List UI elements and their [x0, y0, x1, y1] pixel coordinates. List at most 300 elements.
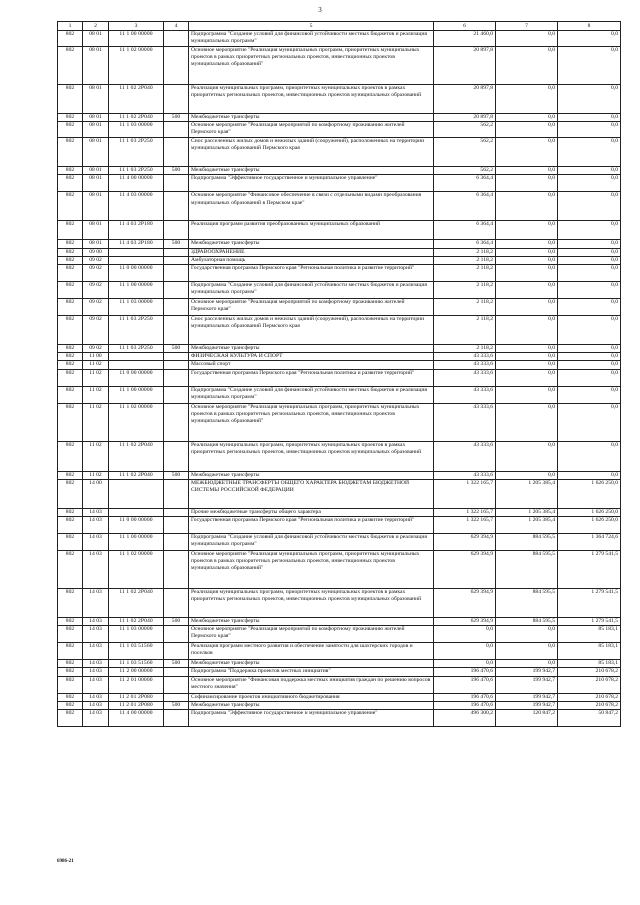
- cell-section-code: 08 01: [83, 138, 109, 167]
- cell-admin-code: 802: [58, 701, 83, 709]
- cell-description: Основное мероприятие "Финансовое обеспечение в связи с отдельными видами преобразования муниципальных образований в Пермском крае": [189, 192, 434, 221]
- cell-amount-year1: 43 333,6: [434, 386, 496, 403]
- cell-target-code: 11 1 03 2P250: [109, 345, 164, 353]
- cell-section-code: 09 02: [83, 316, 109, 345]
- cell-description: Основное мероприятие "Реализация мероприятий по комфортному проживанию жителей Пермского края": [189, 299, 434, 316]
- table-row: [58, 668, 621, 676]
- table-row: [58, 701, 621, 709]
- cell-section-code: 14 03: [83, 693, 109, 701]
- cell-section-code: 09 00: [83, 248, 109, 256]
- cell-description: Подпрограмма "Создание условий для финансовой устойчивости местных бюджетов и реализация муниципальных программ": [189, 31, 434, 47]
- table-row: [58, 710, 621, 727]
- cell-amount-year2: 0,0: [496, 256, 558, 264]
- table-row: [58, 240, 621, 248]
- cell-expense-type: [164, 534, 189, 551]
- cell-amount-year3: 0,0: [558, 299, 621, 316]
- cell-section-code: 09 02: [83, 256, 109, 264]
- column-header: 8: [558, 22, 621, 31]
- table-row: [58, 85, 621, 114]
- cell-section-code: 08 01: [83, 192, 109, 221]
- cell-target-code: 11 1 02 2P040: [109, 114, 164, 122]
- cell-description: Подпрограмма "Поддержка проектов местных инициатив": [189, 668, 434, 676]
- cell-amount-year3: 0,0: [558, 47, 621, 85]
- cell-amount-year2: 884 595,5: [496, 589, 558, 618]
- cell-target-code: 11 0 00 00000: [109, 369, 164, 386]
- cell-amount-year1: 43 333,6: [434, 361, 496, 369]
- cell-expense-type: [164, 265, 189, 282]
- cell-expense-type: [164, 85, 189, 114]
- cell-target-code: 11 4 03 2P180: [109, 221, 164, 240]
- cell-section-code: 11 02: [83, 441, 109, 471]
- column-header: 1: [58, 22, 83, 31]
- cell-amount-year1: 0,0: [434, 643, 496, 660]
- cell-target-code: 11 1 00 00000: [109, 534, 164, 551]
- cell-amount-year2: 0,0: [496, 369, 558, 386]
- cell-expense-type: [164, 175, 189, 192]
- cell-section-code: 14 03: [83, 508, 109, 516]
- cell-section-code: 14 03: [83, 534, 109, 551]
- table-row: [58, 534, 621, 551]
- cell-description: Софинансирование проектов инициативного бюджетирования: [189, 693, 434, 701]
- cell-expense-type: 500: [164, 660, 189, 668]
- cell-expense-type: [164, 693, 189, 701]
- cell-admin-code: 802: [58, 248, 83, 256]
- cell-target-code: 11 1 03 2P250: [109, 138, 164, 167]
- cell-amount-year1: 2 118,2: [434, 345, 496, 353]
- cell-amount-year1: 20 897,8: [434, 85, 496, 114]
- cell-expense-type: [164, 282, 189, 299]
- cell-description: Подпрограмма "Создание условий для финансовой устойчивости местных бюджетов и реализация муниципальных программ": [189, 534, 434, 551]
- cell-admin-code: 802: [58, 175, 83, 192]
- cell-amount-year1: 196 470,6: [434, 668, 496, 676]
- cell-admin-code: 802: [58, 441, 83, 471]
- cell-description: Основное мероприятие "Реализация муниципальных программ, приоритетных муниципальных проектов в рамках приоритетных региональных проектов, инвестиционных проектов муниципальных образований": [189, 551, 434, 589]
- cell-amount-year3: 210 678,2: [558, 701, 621, 709]
- column-header: 3: [109, 22, 164, 31]
- cell-amount-year2: 0,0: [496, 175, 558, 192]
- table-row: [58, 618, 621, 626]
- cell-target-code: 11 1 03 2P250: [109, 167, 164, 175]
- cell-description: Межбюджетные трансферты: [189, 701, 434, 709]
- cell-amount-year3: 0,0: [558, 403, 621, 441]
- cell-section-code: 14 03: [83, 660, 109, 668]
- table-row: [58, 265, 621, 282]
- cell-target-code: 11 1 02 2P040: [109, 441, 164, 471]
- cell-amount-year3: 1 626 250,0: [558, 517, 621, 534]
- cell-amount-year2: 0,0: [496, 403, 558, 441]
- cell-amount-year1: 43 333,6: [434, 471, 496, 479]
- cell-target-code: [109, 256, 164, 264]
- cell-amount-year1: 21 460,0: [434, 31, 496, 47]
- cell-target-code: 11 4 03 2P180: [109, 240, 164, 248]
- cell-expense-type: [164, 517, 189, 534]
- cell-amount-year1: 0,0: [434, 660, 496, 668]
- cell-description: ФИЗИЧЕСКАЯ КУЛЬТУРА И СПОРТ: [189, 353, 434, 361]
- cell-expense-type: [164, 441, 189, 471]
- cell-admin-code: 802: [58, 471, 83, 479]
- cell-amount-year3: 0,0: [558, 138, 621, 167]
- cell-description: Основное мероприятие "Реализация муниципальных программ, приоритетных муниципальных проектов в рамках приоритетных региональных проектов, инвестиционных проектов муниципальных образований": [189, 47, 434, 85]
- cell-expense-type: 500: [164, 345, 189, 353]
- cell-amount-year1: 43 333,6: [434, 353, 496, 361]
- cell-amount-year1: 20 897,8: [434, 114, 496, 122]
- cell-expense-type: [164, 221, 189, 240]
- cell-target-code: 11 1 03 00000: [109, 626, 164, 643]
- cell-amount-year2: 0,0: [496, 122, 558, 138]
- cell-section-code: 11 02: [83, 386, 109, 403]
- cell-amount-year3: 0,0: [558, 471, 621, 479]
- cell-section-code: 09 02: [83, 265, 109, 282]
- cell-admin-code: 802: [58, 31, 83, 47]
- cell-expense-type: [164, 626, 189, 643]
- cell-expense-type: [164, 138, 189, 167]
- cell-description: Реализация муниципальных программ, приоритетных муниципальных проектов в рамках приоритетных региональных проектов, инвестиционных проектов муниципальных образований: [189, 441, 434, 471]
- cell-expense-type: [164, 192, 189, 221]
- cell-section-code: 11 02: [83, 361, 109, 369]
- cell-expense-type: [164, 31, 189, 47]
- cell-amount-year2: 0,0: [496, 114, 558, 122]
- cell-amount-year2: 0,0: [496, 138, 558, 167]
- table-row: [58, 403, 621, 441]
- cell-amount-year2: 199 942,7: [496, 693, 558, 701]
- cell-admin-code: 802: [58, 345, 83, 353]
- cell-target-code: 11 1 02 00000: [109, 551, 164, 589]
- cell-amount-year2: 1 205 385,4: [496, 517, 558, 534]
- cell-amount-year1: 1 322 165,7: [434, 508, 496, 516]
- cell-amount-year2: 0,0: [496, 47, 558, 85]
- cell-section-code: 11 02: [83, 369, 109, 386]
- cell-admin-code: 802: [58, 551, 83, 589]
- cell-amount-year3: 1 364 724,6: [558, 534, 621, 551]
- cell-amount-year2: 199 942,7: [496, 676, 558, 693]
- table-row: [58, 122, 621, 138]
- cell-amount-year1: 2 118,2: [434, 299, 496, 316]
- cell-expense-type: [164, 353, 189, 361]
- cell-admin-code: 802: [58, 256, 83, 264]
- table-row: [58, 316, 621, 345]
- cell-amount-year3: 0,0: [558, 175, 621, 192]
- cell-expense-type: 500: [164, 701, 189, 709]
- cell-amount-year2: 0,0: [496, 85, 558, 114]
- cell-target-code: 11 1 03 00000: [109, 122, 164, 138]
- cell-section-code: 08 01: [83, 175, 109, 192]
- table-row: [58, 643, 621, 660]
- cell-expense-type: [164, 122, 189, 138]
- cell-amount-year2: 884 595,5: [496, 551, 558, 589]
- cell-description: Межбюджетные трансферты: [189, 167, 434, 175]
- cell-description: Межбюджетные трансферты: [189, 660, 434, 668]
- cell-admin-code: 802: [58, 643, 83, 660]
- table-row: [58, 221, 621, 240]
- cell-amount-year1: 1 322 165,7: [434, 479, 496, 508]
- cell-amount-year2: 0,0: [496, 345, 558, 353]
- cell-description: Основное мероприятие "Реализация мероприятий по комфортному проживанию жителей Пермского края": [189, 626, 434, 643]
- column-header: 6: [434, 22, 496, 31]
- cell-target-code: 11 1 02 2P040: [109, 85, 164, 114]
- cell-amount-year1: 629 394,9: [434, 618, 496, 626]
- cell-amount-year3: 0,0: [558, 167, 621, 175]
- cell-admin-code: 802: [58, 221, 83, 240]
- column-header: 4: [164, 22, 189, 31]
- cell-description: Подпрограмма "Создание условий для финансовой устойчивости местных бюджетов и реализация муниципальных программ": [189, 386, 434, 403]
- cell-expense-type: [164, 256, 189, 264]
- table-row: [58, 361, 621, 369]
- cell-amount-year1: 2 118,2: [434, 316, 496, 345]
- table-row: [58, 114, 621, 122]
- table-row: [58, 589, 621, 618]
- cell-admin-code: 802: [58, 660, 83, 668]
- cell-admin-code: 802: [58, 508, 83, 516]
- cell-target-code: 11 1 02 2P040: [109, 618, 164, 626]
- cell-target-code: 11 1 00 00000: [109, 386, 164, 403]
- cell-admin-code: 802: [58, 369, 83, 386]
- cell-description: Государственная программа Пермского края "Региональная политика и развитие территорий": [189, 517, 434, 534]
- cell-amount-year3: 0,0: [558, 361, 621, 369]
- cell-section-code: 08 01: [83, 85, 109, 114]
- table-row: [58, 551, 621, 589]
- cell-amount-year1: 6 364,4: [434, 175, 496, 192]
- cell-admin-code: 802: [58, 618, 83, 626]
- cell-amount-year3: 1 626 250,0: [558, 479, 621, 508]
- cell-amount-year3: 0,0: [558, 441, 621, 471]
- cell-expense-type: 500: [164, 618, 189, 626]
- cell-amount-year1: 0,0: [434, 626, 496, 643]
- cell-admin-code: 802: [58, 386, 83, 403]
- cell-amount-year3: 0,0: [558, 386, 621, 403]
- cell-expense-type: [164, 479, 189, 508]
- cell-description: Государственная программа Пермского края "Региональная политика и развитие территорий": [189, 369, 434, 386]
- cell-description: Межбюджетные трансферты: [189, 618, 434, 626]
- cell-description: Реализация муниципальных программ, приоритетных муниципальных проектов в рамках приоритетных региональных проектов, инвестиционных проектов муниципальных образований: [189, 589, 434, 618]
- cell-section-code: 08 01: [83, 31, 109, 47]
- cell-amount-year3: 1 279 541,5: [558, 551, 621, 589]
- cell-target-code: 11 1 03 51560: [109, 660, 164, 668]
- cell-admin-code: 802: [58, 138, 83, 167]
- cell-section-code: 08 01: [83, 122, 109, 138]
- table-row: [58, 248, 621, 256]
- cell-amount-year1: 2 118,2: [434, 265, 496, 282]
- cell-amount-year3: 85 183,1: [558, 626, 621, 643]
- cell-expense-type: [164, 668, 189, 676]
- table-row: [58, 660, 621, 668]
- cell-amount-year3: 0,0: [558, 369, 621, 386]
- cell-admin-code: 802: [58, 85, 83, 114]
- cell-amount-year3: 1 626 250,0: [558, 508, 621, 516]
- cell-amount-year3: 0,0: [558, 192, 621, 221]
- cell-section-code: 14 03: [83, 643, 109, 660]
- cell-amount-year1: 1 322 165,7: [434, 517, 496, 534]
- cell-amount-year1: 562,2: [434, 122, 496, 138]
- cell-section-code: 14 03: [83, 701, 109, 709]
- cell-amount-year2: 0,0: [496, 471, 558, 479]
- table-row: [58, 676, 621, 693]
- cell-admin-code: 802: [58, 47, 83, 85]
- table-row: [58, 167, 621, 175]
- table-row: [58, 508, 621, 516]
- cell-amount-year2: 0,0: [496, 167, 558, 175]
- cell-section-code: 14 03: [83, 668, 109, 676]
- cell-section-code: 14 03: [83, 551, 109, 589]
- cell-description: Реализация муниципальных программ, приоритетных муниципальных проектов в рамках приоритетных региональных проектов, инвестиционных проектов муниципальных образований: [189, 85, 434, 114]
- cell-description: Государственная программа Пермского края "Региональная политика и развитие территорий": [189, 265, 434, 282]
- cell-section-code: 08 01: [83, 114, 109, 122]
- cell-amount-year3: 1 279 541,5: [558, 618, 621, 626]
- table-row: [58, 471, 621, 479]
- cell-target-code: 11 2 00 00000: [109, 668, 164, 676]
- cell-amount-year1: 6 364,4: [434, 221, 496, 240]
- cell-amount-year3: 0,0: [558, 353, 621, 361]
- table-row: [58, 369, 621, 386]
- cell-target-code: 11 1 03 00000: [109, 299, 164, 316]
- table-row: [58, 441, 621, 471]
- cell-expense-type: [164, 369, 189, 386]
- cell-section-code: 09 02: [83, 282, 109, 299]
- cell-amount-year2: 884 595,5: [496, 534, 558, 551]
- cell-section-code: 14 03: [83, 618, 109, 626]
- cell-amount-year2: 0,0: [496, 248, 558, 256]
- column-header: 5: [189, 22, 434, 31]
- cell-amount-year3: 0,0: [558, 114, 621, 122]
- cell-amount-year1: 196 470,6: [434, 676, 496, 693]
- cell-amount-year1: 562,2: [434, 138, 496, 167]
- cell-admin-code: 802: [58, 626, 83, 643]
- cell-expense-type: [164, 508, 189, 516]
- cell-amount-year2: 120 847,2: [496, 710, 558, 727]
- cell-description: Прочие межбюджетные трансферты общего характера: [189, 508, 434, 516]
- cell-amount-year3: 85 183,1: [558, 660, 621, 668]
- cell-description: Межбюджетные трансферты: [189, 240, 434, 248]
- cell-amount-year2: 884 595,5: [496, 618, 558, 626]
- cell-section-code: 08 01: [83, 221, 109, 240]
- cell-amount-year3: 210 678,2: [558, 676, 621, 693]
- cell-amount-year3: 0,0: [558, 31, 621, 47]
- cell-amount-year2: 0,0: [496, 386, 558, 403]
- table-row: [58, 626, 621, 643]
- cell-amount-year2: 0,0: [496, 31, 558, 47]
- cell-amount-year2: 0,0: [496, 192, 558, 221]
- cell-target-code: [109, 248, 164, 256]
- cell-amount-year3: 0,0: [558, 282, 621, 299]
- cell-expense-type: [164, 248, 189, 256]
- cell-target-code: [109, 508, 164, 516]
- cell-section-code: 14 03: [83, 710, 109, 727]
- cell-description: Межбюджетные трансферты: [189, 114, 434, 122]
- cell-target-code: 11 1 02 2P040: [109, 589, 164, 618]
- cell-amount-year2: 0,0: [496, 441, 558, 471]
- cell-expense-type: 500: [164, 471, 189, 479]
- cell-amount-year2: 199 942,7: [496, 668, 558, 676]
- page-number: 3: [318, 6, 322, 14]
- cell-section-code: 14 03: [83, 676, 109, 693]
- cell-admin-code: 802: [58, 122, 83, 138]
- cell-amount-year1: 43 333,6: [434, 441, 496, 471]
- cell-amount-year3: 0,0: [558, 256, 621, 264]
- cell-expense-type: 500: [164, 240, 189, 248]
- cell-amount-year3: 50 847,2: [558, 710, 621, 727]
- cell-amount-year3: 0,0: [558, 248, 621, 256]
- cell-target-code: 11 1 00 00000: [109, 31, 164, 47]
- table-row: [58, 256, 621, 264]
- cell-amount-year3: 210 678,2: [558, 693, 621, 701]
- cell-description: Реализация программ развития преобразованных муниципальных образований: [189, 221, 434, 240]
- cell-admin-code: 802: [58, 589, 83, 618]
- table-row: [58, 345, 621, 353]
- cell-section-code: 14 00: [83, 479, 109, 508]
- cell-amount-year1: 2 118,2: [434, 248, 496, 256]
- cell-section-code: 14 03: [83, 626, 109, 643]
- cell-target-code: 11 2 01 2P080: [109, 693, 164, 701]
- cell-admin-code: 802: [58, 676, 83, 693]
- cell-target-code: 11 2 01 2P080: [109, 701, 164, 709]
- cell-description: Основное мероприятие "Реализация мероприятий по комфортному проживанию жителей Пермского края": [189, 122, 434, 138]
- cell-amount-year3: 0,0: [558, 122, 621, 138]
- cell-admin-code: 802: [58, 282, 83, 299]
- table-body: [58, 31, 621, 727]
- cell-target-code: 11 4 00 00000: [109, 710, 164, 727]
- cell-section-code: 11 00: [83, 353, 109, 361]
- cell-amount-year1: 2 118,2: [434, 256, 496, 264]
- cell-target-code: [109, 479, 164, 508]
- cell-description: Подпрограмма "Создание условий для финансовой устойчивости местных бюджетов и реализация муниципальных программ": [189, 282, 434, 299]
- cell-admin-code: 802: [58, 316, 83, 345]
- cell-admin-code: 802: [58, 517, 83, 534]
- cell-amount-year2: 0,0: [496, 265, 558, 282]
- cell-amount-year2: 0,0: [496, 353, 558, 361]
- table-row: [58, 175, 621, 192]
- header-row: [58, 22, 621, 31]
- cell-amount-year1: 196 470,6: [434, 693, 496, 701]
- table-row: [58, 386, 621, 403]
- cell-section-code: 14 03: [83, 517, 109, 534]
- cell-amount-year2: 0,0: [496, 240, 558, 248]
- cell-description: Основное мероприятие "Финансовая поддержка местных инициатив граждан по решению вопросов местного значения": [189, 676, 434, 693]
- cell-expense-type: [164, 403, 189, 441]
- cell-target-code: 11 0 00 00000: [109, 265, 164, 282]
- cell-amount-year3: 0,0: [558, 345, 621, 353]
- cell-section-code: 11 02: [83, 403, 109, 441]
- cell-amount-year3: 210 678,2: [558, 668, 621, 676]
- budget-table: [57, 21, 621, 727]
- cell-amount-year1: 43 333,6: [434, 403, 496, 441]
- cell-admin-code: 802: [58, 403, 83, 441]
- cell-description: МЕЖБЮДЖЕТНЫЕ ТРАНСФЕРТЫ ОБЩЕГО ХАРАКТЕРА БЮДЖЕТАМ БЮДЖЕТНОЙ СИСТЕМЫ РОССИЙСКОЙ ФЕДЕРАЦИИ: [189, 479, 434, 508]
- cell-amount-year1: 2 118,2: [434, 282, 496, 299]
- cell-target-code: [109, 361, 164, 369]
- cell-expense-type: [164, 710, 189, 727]
- table-row: [58, 47, 621, 85]
- cell-amount-year1: 43 333,6: [434, 369, 496, 386]
- table-row: [58, 479, 621, 508]
- cell-amount-year2: 0,0: [496, 316, 558, 345]
- cell-description: Основное мероприятие "Реализация муниципальных программ, приоритетных муниципальных проектов в рамках приоритетных региональных проектов, инвестиционных проектов муниципальных образований": [189, 403, 434, 441]
- cell-section-code: 09 02: [83, 345, 109, 353]
- cell-admin-code: 802: [58, 693, 83, 701]
- cell-amount-year2: 0,0: [496, 361, 558, 369]
- column-header: 7: [496, 22, 558, 31]
- cell-amount-year3: 0,0: [558, 221, 621, 240]
- cell-admin-code: 802: [58, 167, 83, 175]
- cell-expense-type: [164, 643, 189, 660]
- cell-description: Реализация программ местного развития и обеспечение занятости для шахтерских городов и поселков: [189, 643, 434, 660]
- cell-target-code: 11 4 03 00000: [109, 192, 164, 221]
- cell-description: Межбюджетные трансферты: [189, 345, 434, 353]
- cell-expense-type: [164, 589, 189, 618]
- cell-target-code: 11 1 03 2P250: [109, 316, 164, 345]
- cell-amount-year1: 6 364,4: [434, 240, 496, 248]
- cell-expense-type: [164, 299, 189, 316]
- cell-amount-year3: 0,0: [558, 85, 621, 114]
- table-row: [58, 282, 621, 299]
